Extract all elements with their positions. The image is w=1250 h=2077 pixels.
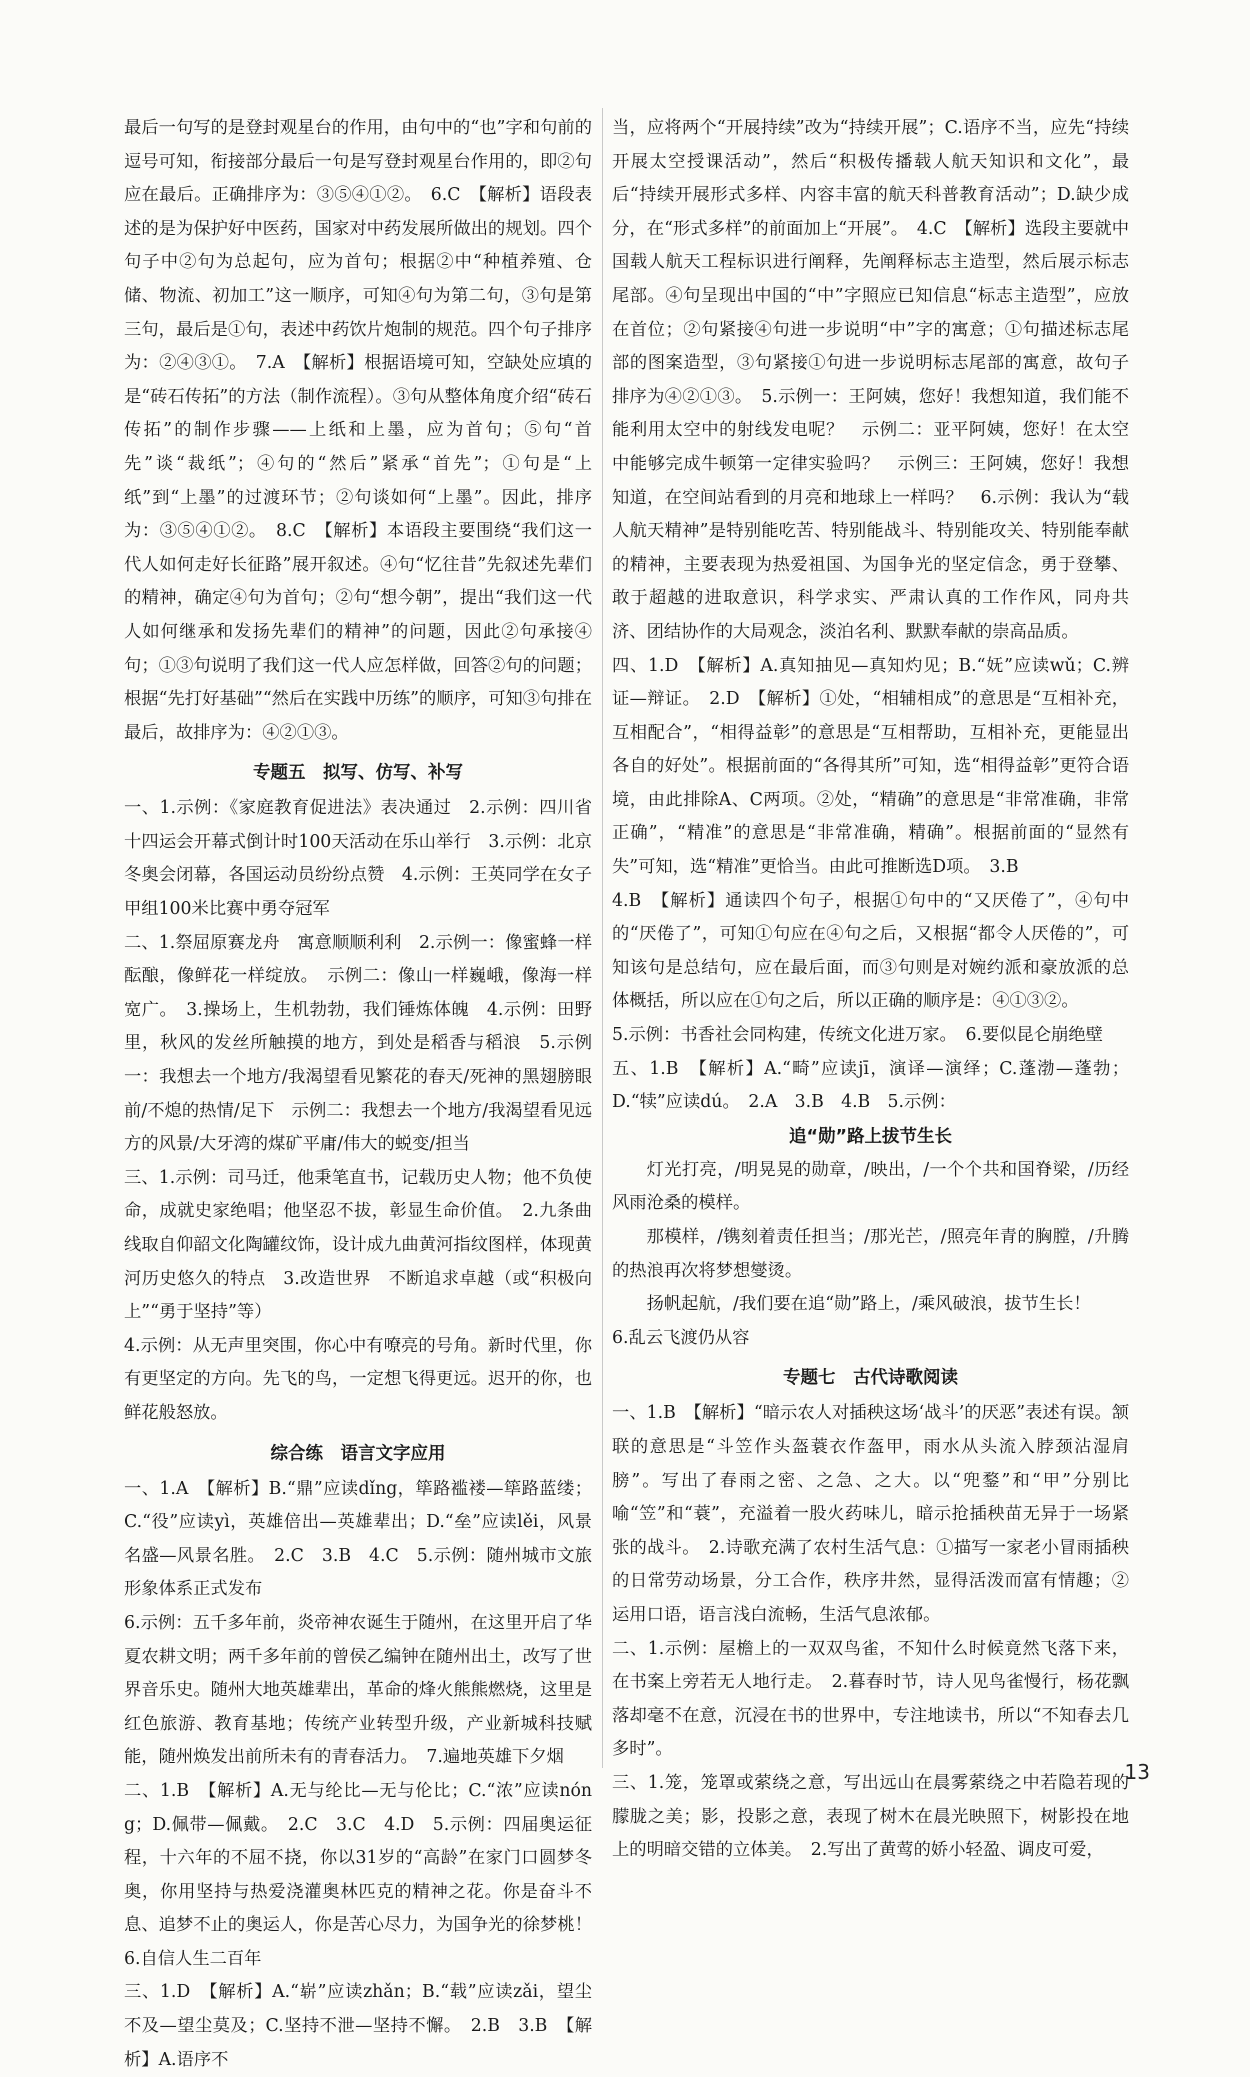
answer-paragraph: 三、1.笼，笼罩或萦绕之意，写出远山在晨雾萦绕之中若隐若现的朦胧之美；影，投影之意，表现了树木在晨光映照下，树影投在地上的明暗交错的立体美。 2.写出了黄莺的娇小轻盈、调皮可爱， [612,1772,1129,1861]
left-column [124,112,610,2077]
answer-paragraph: 当，应将两个“开展持续”改为“持续开展”；C.语序不当，应先“持续开展太空授课活动”，然后“积极传播载人航天知识和文化”，最后“持续开展形式多样、内容丰富的航天科普教育活动”；D.缺少成分，在“形式多样”的前面加上“开展”。 4.C 【解析】选段主要就中国载人航天工程标识进行阐释，先阐释标志主造型，然后展示标志尾部。④句呈现出中国的“中”字照应已知信息“标志主造型”，应放在首位；②句紧接④句进一步说明“中”字的寓意；①句描述标志尾部的图案造型，③句紧接①句进一步说明标志尾部的寓意，故句子排序为④②①③。 5.示例一：王阿姨，您好！我想知道，我们能不能利用太空中的射线发电呢？ 示例二：亚平阿姨，您好！在太空中能够完成牛顿第一定律实验吗？ 示例三：王阿姨，您好！我想知道，在空间站看到的月亮和地球上一样吗？ 6.示例：我认为“载人航天精神”是特别能吃苦、特别能战斗、特别能攻关、特别能奉献的精神，主要表现为热爱祖国、为国争光的坚定信念，勇于登攀、敢于超越的进取意识，科学求实、严肃认真的工作作风，同舟共济、团结协作的大局观念，淡泊名利、默默奉献的崇高品质。 [612,118,1129,642]
answer-paragraph: 二、1.示例：屋檐上的一双双鸟雀，不知什么时候竟然飞落下来，在书案上旁若无人地行走。 2.暮春时节，诗人见鸟雀慢行，杨花飘落却毫不在意，沉浸在书的世界中，专注地读书，所以“不知春去几多时”。 [612,1638,1129,1760]
answer-paragraph: 二、1.B 【解析】A.无与纶比—无与伦比；C.“浓”应读nóng；D.佩带—佩戴。 2.C 3.C 4.D 5.示例：四届奥运征程，十六年的不屈不挠，你以31岁的“高龄”在家门口圆梦冬奥，你用坚持与热爱浇灌奥林匹克的精神之花。你是奋斗不息、追梦不止的奥运人，你是苦心尽力，为国争光的徐梦桃！ 6.自信人生二百年 [124,1780,610,1969]
page-number: 13 [1124,1760,1150,1784]
poem-stanza: 那模样，/镌刻着责任担当；/那光芒，/照亮年青的胸膛，/升腾的热浪再次将梦想燮烫。 [612,1227,1129,1281]
column-divider [602,108,603,1768]
answer-paragraph: 三、1.D 【解析】A.“崭”应读zhǎn；B.“载”应读zǎi，望尘不及—望尘莫及；C.坚持不泄—坚持不懈。 2.B 3.B 【解析】A.语序不 [124,1982,592,2070]
answer-paragraph: 五、1.B 【解析】A.“畸”应读jī，演译—演绎；C.蓬渤—蓬勃；D.“犊”应读dú。 2.A 3.B 4.B 5.示例： [612,1058,1129,1113]
answer-paragraph: 三、1.示例：司马迁，他秉笔直书，记载历史人物；他不负使命，成就史家绝唱；他坚忍不拔，彰显生命价值。 2.九条曲线取自仰韶文化陶罐纹饰，设计成九曲黄河指纹图样，体现黄河历史悠久的特点 3.改造世界 不断追求卓越（或“积极向上”“勇于坚持”等） [124,1167,592,1323]
answer-paragraph: 5.示例：书香社会同构建，传统文化进万家。 6.要似昆仑崩绝壁 [612,1025,1103,1046]
poem-stanza: 扬帆起航，/我们要在追“勋”路上，/乘风破浪，拔节生长！ [646,1294,1091,1315]
section-heading: 专题七 古代诗歌阅读 [783,1368,958,1389]
poem-stanza: 灯光打亮，/明晃晃的勋章，/映出，/一个个共和国脊梁，/历经风雨沧桑的模样。 [612,1159,1129,1214]
answer-paragraph: 一、1.示例：《家庭教育促进法》表决通过 2.示例：四川省十四运会开幕式倒计时100天活动在乐山举行 3.示例：北京冬奥会闭幕，各国运动员纷纷点赞 4.示例：王英同学在女子甲组100米比赛中勇夺冠军 [124,798,592,920]
answer-paragraph: 四、1.D 【解析】A.真知抽见—真知灼见；B.“妩”应读wǔ；C.辨证—辩证。 2.D 【解析】①处，“相辅相成”的意思是“互相补充，互相配合”，“相得益彰”的意思是“互相帮助，互相补充，更能显出各自的好处”。根据前面的“各得其所”可知，选“相得益彰”更符合语境，由此排除A、C两项。②处，“精确”的意思是“非常准确，非常正确”，“精准”的意思是“非常准确，精确”。根据前面的“显然有失”可知，选“精准”更恰当。由此可推断选D项。 3.B [612,655,1129,878]
section-heading: 综合练 语言文字应用 [270,1443,446,1464]
section-heading: 专题五 拟写、仿写、补写 [253,763,463,784]
answer-paragraph: 一、1.B 【解析】“暗示农人对插秧这场‘战斗’的厌恶”表述有误。颔联的意思是“斗笠作头盔蓑衣作盔甲，雨水从头流入脖颈沾湿肩膀”。写出了春雨之密、之急、之大。以“兜鍪”和“甲”分别比喻“笠”和“蓑”，充溢着一股火药味儿，暗示抢插秧苗无异于一场紧张的战斗。 2.诗歌充满了农村生活气息：①描写一家老小冒雨插秧的日常劳动场景，分工合作，秩序井然，显得活泼而富有情趣；②运用口语，语言浅白流畅，生活气息浓郁。 [612,1403,1129,1625]
answer-paragraph: 6.示例：五千多年前，炎帝神农诞生于随州，在这里开启了华夏农耕文明；两千多年前的曾侯乙编钟在随州出土，改写了世界音乐史。随州大地英雄辈出，革命的烽火熊熊燃烧，这里是红色旅游、教育基地；传统产业转型升级，产业新城科技赋能，随州焕发出前所未有的青春活力。 7.遍地英雄下夕烟 [124,1612,592,1768]
answer-paragraph: 4.示例：从无声里突围，你心中有嘹亮的号角。新时代里，你有更坚定的方向。先飞的鸟，一定想飞得更远。迟开的你，也鲜花般怒放。 [124,1335,592,1423]
answer-paragraph: 6.乱云飞渡仍从容 [612,1327,750,1348]
answer-paragraph: 二、1.祭屈原赛龙舟 寓意顺顺利利 2.示例一：像蜜蜂一样酝酿，像鲜花一样绽放。 示例二：像山一样巍峨，像海一样宽广。 3.操场上，生机勃勃，我们锤炼体魄 4.示例：田野里，秋风的发丝所触摸的地方，到处是稻香与稻浪 5.示例一：我想去一个地方/我渴望看见繁花的春天/死神的黑翅膀眼前/不熄的热情/足下 示例二：我想去一个地方/我渴望看见远方的风景/大牙湾的煤矿平庸/伟大的蜕变/担当 [124,932,592,1155]
answer-paragraph: 一、1.A 【解析】B.“鼎”应读dǐng，筚路褴褛—筚路蓝缕；C.“役”应读yì，英雄倍出—英雄辈出；D.“垒”应读lěi，风景名盛—风景名胜。 2.C 3.B 4.C 5.示例：随州城市文旅形象体系正式发布 [124,1478,592,1600]
answer-paragraph: 最后一句写的是登封观星台的作用，由句中的“也”字和句前的逗号可知，衔接部分最后一句是写登封观星台作用的，即②句应在最后。正确排序为：③⑤④①②。 6.C 【解析】语段表述的是为保护好中医药，国家对中药发展所做出的规划。四个句子中②句为总起句，应为首句；根据②中“种植养殖、仓储、物流、初加工”这一顺序，可知④句为第二句，③句是第三句，最后是①句，表述中药饮片炮制的规范。四个句子排序为：②④③①。 7.A 【解析】根据语境可知，空缺处应填的是“砖石传拓”的方法（制作流程）。③句从整体角度介绍“砖石传拓”的制作步骤——上纸和上墨，应为首句；⑤句“首先”谈“裁纸”；④句的“然后”紧承“首先”；①句是“上纸”到“上墨”的过渡环节；②句谈如何“上墨”。因此，排序为：③⑤④①②。 8.C 【解析】本语段主要围绕“我们这一代人如何走好长征路”展开叙述。④句“忆往昔”先叙述先辈们的精神，确定④句为首句；②句“想今朝”，提出“我们这一代人如何继承和发扬先辈们的精神”的问题，因此②句承接④句；①③句说明了我们这一代人应怎样做，回答②句的问题；根据“先打好基础”“然后在实践中历练”的顺序，可知③句排在最后，故排序为：④②①③。 [124,118,592,743]
answer-paragraph: 4.B 【解析】通读四个句子，根据①句中的“又厌倦了”，④句中的“厌倦了”，可知①句应在④句之后，又根据“都令人厌倦的”，可知该句是总结句，应在最后面，而③句则是对婉约派和豪放派的总体概括，所以应在①句之后，所以正确的顺序是：④①③②。 [612,890,1129,1012]
poem-title: 追“勋”路上拔节生长 [788,1126,952,1147]
right-column [612,112,1129,1868]
